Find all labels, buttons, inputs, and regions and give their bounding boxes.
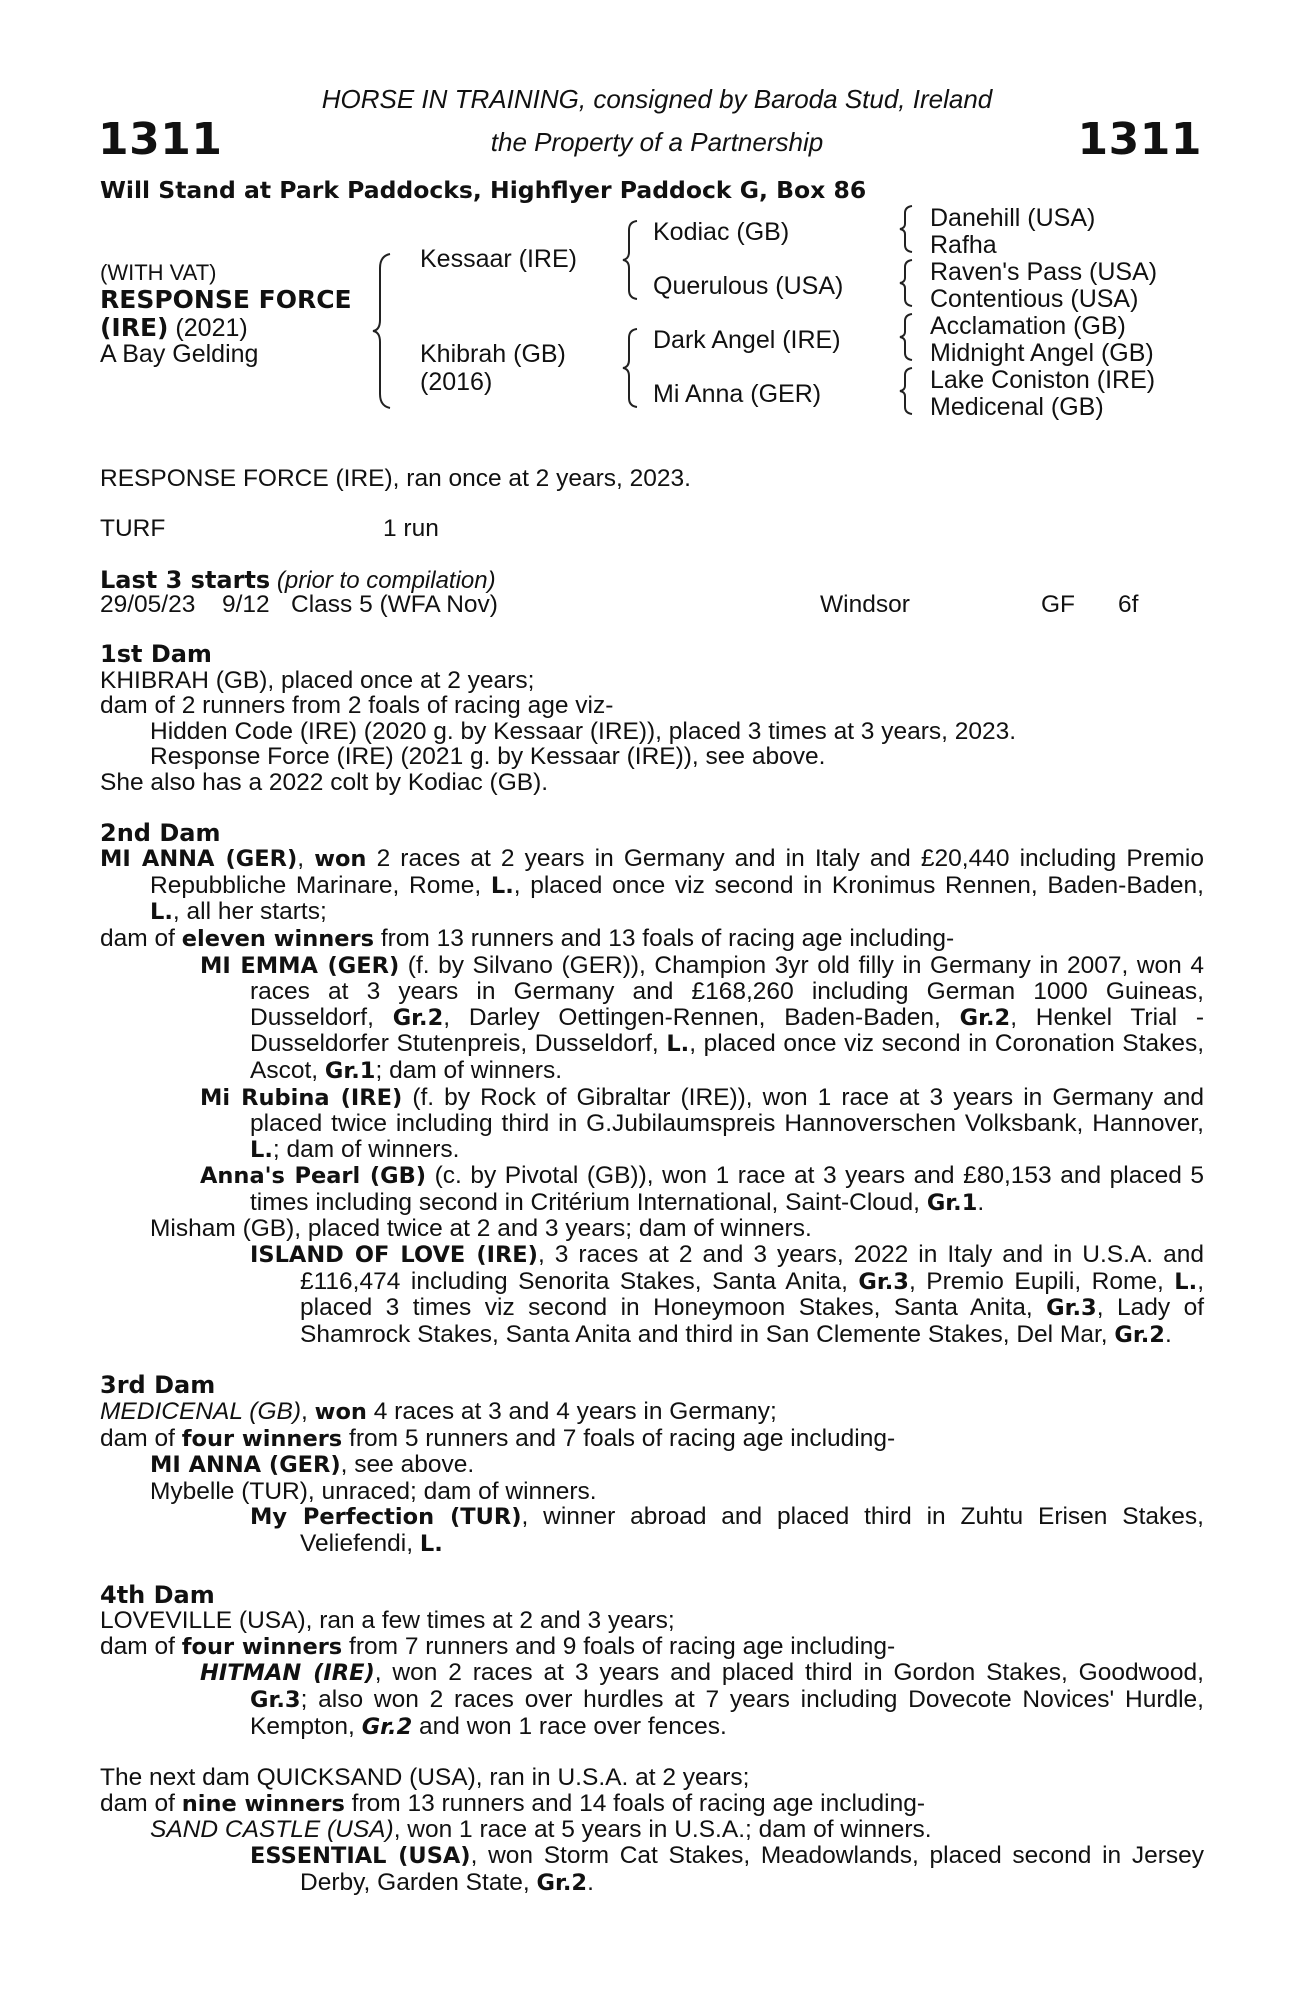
record-surface: TURF [100, 515, 166, 542]
text: . [587, 1868, 594, 1896]
horse-name: My Perfection (TUR) [250, 1504, 522, 1531]
horse-name-country-year [100, 313, 248, 343]
brace-g3 [897, 312, 915, 362]
grade: Gr.3 [858, 1268, 909, 1295]
text: 4 races at 3 and 4 years in Germany; [366, 1398, 777, 1426]
third-dam-record [100, 1399, 1204, 1426]
first-dam-heading: 1st Dam [100, 640, 212, 668]
fourth-dam-heading: 4th Dam [100, 1580, 215, 1609]
grade: Gr.2 [536, 1869, 588, 1896]
text: , 3 races at 2 and 3 years, 2022 in Italy and in U.S.A. and £116,474 including Senorita Stakes, Santa Anita, [300, 1241, 1204, 1295]
lot-number-left: 1311 [98, 114, 223, 165]
last-starts-title: Last 3 starts [100, 566, 271, 594]
horse-description: A Bay Gelding [100, 340, 259, 368]
text: from 13 runners and 14 foals of racing age including- [344, 1789, 926, 1817]
text: , won 1 race at 5 years in U.S.A.; dam of winners. [393, 1816, 932, 1844]
text: , [297, 845, 315, 873]
text: from 7 runners and 9 foals of racing age including- [342, 1632, 896, 1660]
first-dam-progeny-1: Hidden Code (IRE) (2020 g. by Kessaar (IRE)), placed 3 times at 3 years, 2023. [150, 717, 1017, 745]
third-dam-produce [100, 1426, 1204, 1453]
ggp-6: Midnight Angel (GB) [930, 339, 1154, 367]
dam-dam: Mi Anna (GER) [653, 380, 822, 408]
start-course: Windsor [820, 591, 910, 618]
progeny-my-perfection [100, 1504, 1204, 1557]
fourth-dam-produce [100, 1634, 1204, 1661]
property-line: the Property of a Partnership [490, 127, 824, 157]
text: . [1164, 1320, 1172, 1348]
ggp-3: Raven's Pass (USA) [930, 258, 1158, 286]
start-position: 9/12 [222, 591, 270, 618]
stand-location: Will Stand at Park Paddocks, Highflyer Paddock G, Box 86 [100, 176, 867, 204]
grade: Gr.1 [926, 1189, 978, 1216]
text: , placed once viz second in Coronation Stakes, Ascot, [250, 1030, 1205, 1084]
brace-sire-dam [370, 250, 394, 412]
winners-count: eleven winners [181, 925, 375, 952]
second-dam-record [100, 846, 1204, 926]
sire-dam: Querulous (USA) [653, 272, 844, 300]
third-dam-heading: 3rd Dam [100, 1371, 216, 1400]
first-dam-line2: dam of 2 runners from 2 foals of racing age viz- [100, 692, 614, 720]
winners-count: nine winners [181, 1790, 345, 1817]
winners-count: four winners [181, 1425, 343, 1452]
second-dam-heading: 2nd Dam [100, 818, 221, 847]
race-summary: RESPONSE FORCE (IRE), ran once at 2 years, 2023. [100, 465, 691, 492]
text: , see above. [340, 1451, 475, 1479]
fourth-dam-record: LOVEVILLE (USA), ran a few times at 2 and 3 years; [100, 1607, 675, 1635]
dam-year: (2016) [420, 368, 493, 396]
ggp-8: Medicenal (GB) [930, 393, 1104, 421]
horse-name: MI EMMA (GER) [200, 952, 400, 979]
next-dam-record: The next dam QUICKSAND (USA), ran in U.S.A. at 2 years; [100, 1764, 750, 1792]
progeny-mi-anna [100, 1452, 1204, 1479]
brace-g1 [897, 204, 915, 254]
text: ; dam of winners. [272, 1135, 460, 1163]
text: , Darley Oettingen-Rennen, Baden-Baden, [443, 1003, 960, 1031]
progeny-mi-emma [100, 953, 1204, 1085]
ggp-2: Rafha [930, 231, 997, 259]
grade: Gr.2 [392, 1004, 444, 1031]
horse-name: MEDICENAL (GB) [100, 1398, 302, 1426]
start-going: GF [1041, 591, 1076, 618]
text: , placed once viz second in Kronimus Rennen, Baden-Baden, [513, 871, 1204, 899]
progeny-misham: Misham (GB), placed twice at 2 and 3 years; dam of winners. [150, 1215, 812, 1243]
text: won [314, 846, 367, 873]
grade: Gr.2 [959, 1004, 1011, 1031]
start-date: 29/05/23 [100, 591, 196, 618]
text: ; also won 2 races over hurdles at 7 years including Dovecote Novices' Hurdle, Kempton, [250, 1685, 1204, 1740]
text: , Lady of Shamrock Stakes, Santa Anita and third in San Clemente Stakes, Del Mar, [300, 1294, 1204, 1348]
text: and won 1 race over fences. [412, 1712, 727, 1740]
first-dam-line5: She also has a 2022 colt by Kodiac (GB). [100, 768, 549, 796]
dam: Khibrah (GB) [420, 340, 566, 368]
progeny-essential [100, 1843, 1204, 1896]
text: . [977, 1188, 985, 1216]
second-dam-produce [100, 926, 1204, 953]
horse-country: (IRE) [100, 313, 169, 342]
horse-name: Mi Rubina (IRE) [200, 1084, 403, 1111]
grade: L. [419, 1531, 443, 1557]
ggp-5: Acclamation (GB) [930, 312, 1126, 340]
text: , [301, 1398, 315, 1426]
first-dam-line1: KHIBRAH (GB), placed once at 2 years; [100, 666, 535, 694]
grade: L. [150, 899, 173, 926]
progeny-island-of-love [100, 1242, 1204, 1348]
text: , won Storm Cat Stakes, Meadowlands, placed second in Jersey Derby, Garden State, [300, 1841, 1204, 1896]
text: , Premio Eupili, Rome, [908, 1267, 1175, 1295]
brace-dam-parents [620, 326, 640, 410]
brace-g4 [897, 366, 915, 416]
ggp-7: Lake Coniston (IRE) [930, 366, 1156, 394]
brace-sire-parents [620, 218, 640, 302]
grade: Gr.3 [250, 1686, 301, 1713]
ggp-1: Danehill (USA) [930, 204, 1096, 232]
brace-g2 [897, 258, 915, 308]
text: dam of [100, 924, 182, 952]
text: , Henkel Trial - Dusseldorfer Stutenpreis, Dusseldorf, [250, 1003, 1205, 1058]
start-distance: 6f [1118, 591, 1139, 618]
grade: L. [250, 1136, 273, 1163]
start-class: Class 5 (WFA Nov) [291, 591, 498, 618]
vat-label: (WITH VAT) [100, 260, 217, 285]
lot-number-right: 1311 [1077, 114, 1202, 165]
consignment-line: HORSE IN TRAINING, consigned by Baroda Stud, Ireland [321, 84, 993, 114]
sire: Kessaar (IRE) [420, 245, 577, 273]
text: from 13 runners and 13 foals of racing age including- [374, 924, 955, 952]
text: (f. by Silvano (GER)), Champion 3yr old filly in Germany in 2007, won 4 races at 3 years in Germany and £168,260 including German 1000 Guineas, Dusseldorf, [250, 951, 1204, 1031]
text: (f. by Rock of Gibraltar (IRE)), won 1 race at 3 years in Germany and placed twice including third in G.Jubilaumspreis Hannoverschen Volksbank, Hannover, [250, 1083, 1205, 1138]
grade: Gr.3 [1046, 1295, 1097, 1322]
progeny-mybelle: Mybelle (TUR), unraced; dam of winners. [150, 1477, 597, 1505]
last-starts-note: (prior to compilation) [270, 567, 496, 594]
horse-name: SAND CASTLE (USA) [150, 1816, 394, 1844]
grade: L. [666, 1031, 690, 1058]
progeny-mi-rubina [100, 1085, 1204, 1164]
grade: Gr.1 [324, 1057, 376, 1084]
horse-name: Anna's Pearl (GB) [200, 1163, 427, 1190]
text: (c. by Pivotal (GB)), won 1 race at 3 years and £80,153 and placed 5 times including second in Critérium International, Saint-Cloud, [250, 1162, 1204, 1216]
text: dam of [100, 1424, 182, 1452]
text: , won 2 races at 3 years and placed third in Gordon Stakes, Goodwood, [374, 1659, 1204, 1687]
dam-sire: Dark Angel (IRE) [653, 326, 841, 354]
record-runs: 1 run [383, 515, 439, 542]
text: won [314, 1399, 367, 1426]
ggp-4: Contentious (USA) [930, 285, 1139, 313]
progeny-hitman [100, 1660, 1204, 1740]
horse-name: HITMAN (IRE) [200, 1660, 375, 1687]
text: dam of [100, 1789, 182, 1817]
progeny-annas-pearl [100, 1163, 1204, 1216]
text: , all her starts; [172, 898, 327, 926]
first-dam-progeny-2: Response Force (IRE) (2021 g. by Kessaar (IRE)), see above. [150, 743, 826, 771]
sire-sire: Kodiac (GB) [653, 218, 790, 246]
grade: L. [1174, 1268, 1198, 1295]
winners-count: four winners [181, 1633, 343, 1660]
text: from 5 runners and 7 foals of racing age including- [342, 1424, 896, 1452]
text: , winner abroad and placed third in Zuhtu Erisen Stakes, Veliefendi, [300, 1503, 1204, 1557]
grade: L. [490, 872, 514, 899]
text: ; dam of winners. [375, 1056, 563, 1084]
progeny-sand-castle [100, 1817, 1204, 1843]
family-section [100, 642, 1204, 1896]
text: dam of [100, 1632, 182, 1660]
grade: Gr.2 [1114, 1321, 1165, 1348]
next-dam-produce [100, 1791, 1204, 1818]
horse-name: MI ANNA (GER) [150, 1452, 341, 1479]
grade: Gr.2 [361, 1713, 413, 1740]
text: 2 races at 2 years in Germany and in Italy and £20,440 including Premio Repubbliche Marinare, Rome, [150, 845, 1204, 899]
horse-name: MI ANNA (GER) [100, 846, 298, 873]
horse-name: RESPONSE FORCE [100, 285, 352, 314]
horse-year: (2021) [168, 314, 248, 342]
horse-name: ESSENTIAL (USA) [250, 1842, 471, 1869]
text: , placed 3 times viz second in Honeymoon Stakes, Santa Anita, [300, 1267, 1204, 1322]
horse-name: ISLAND OF LOVE (IRE) [250, 1242, 538, 1269]
